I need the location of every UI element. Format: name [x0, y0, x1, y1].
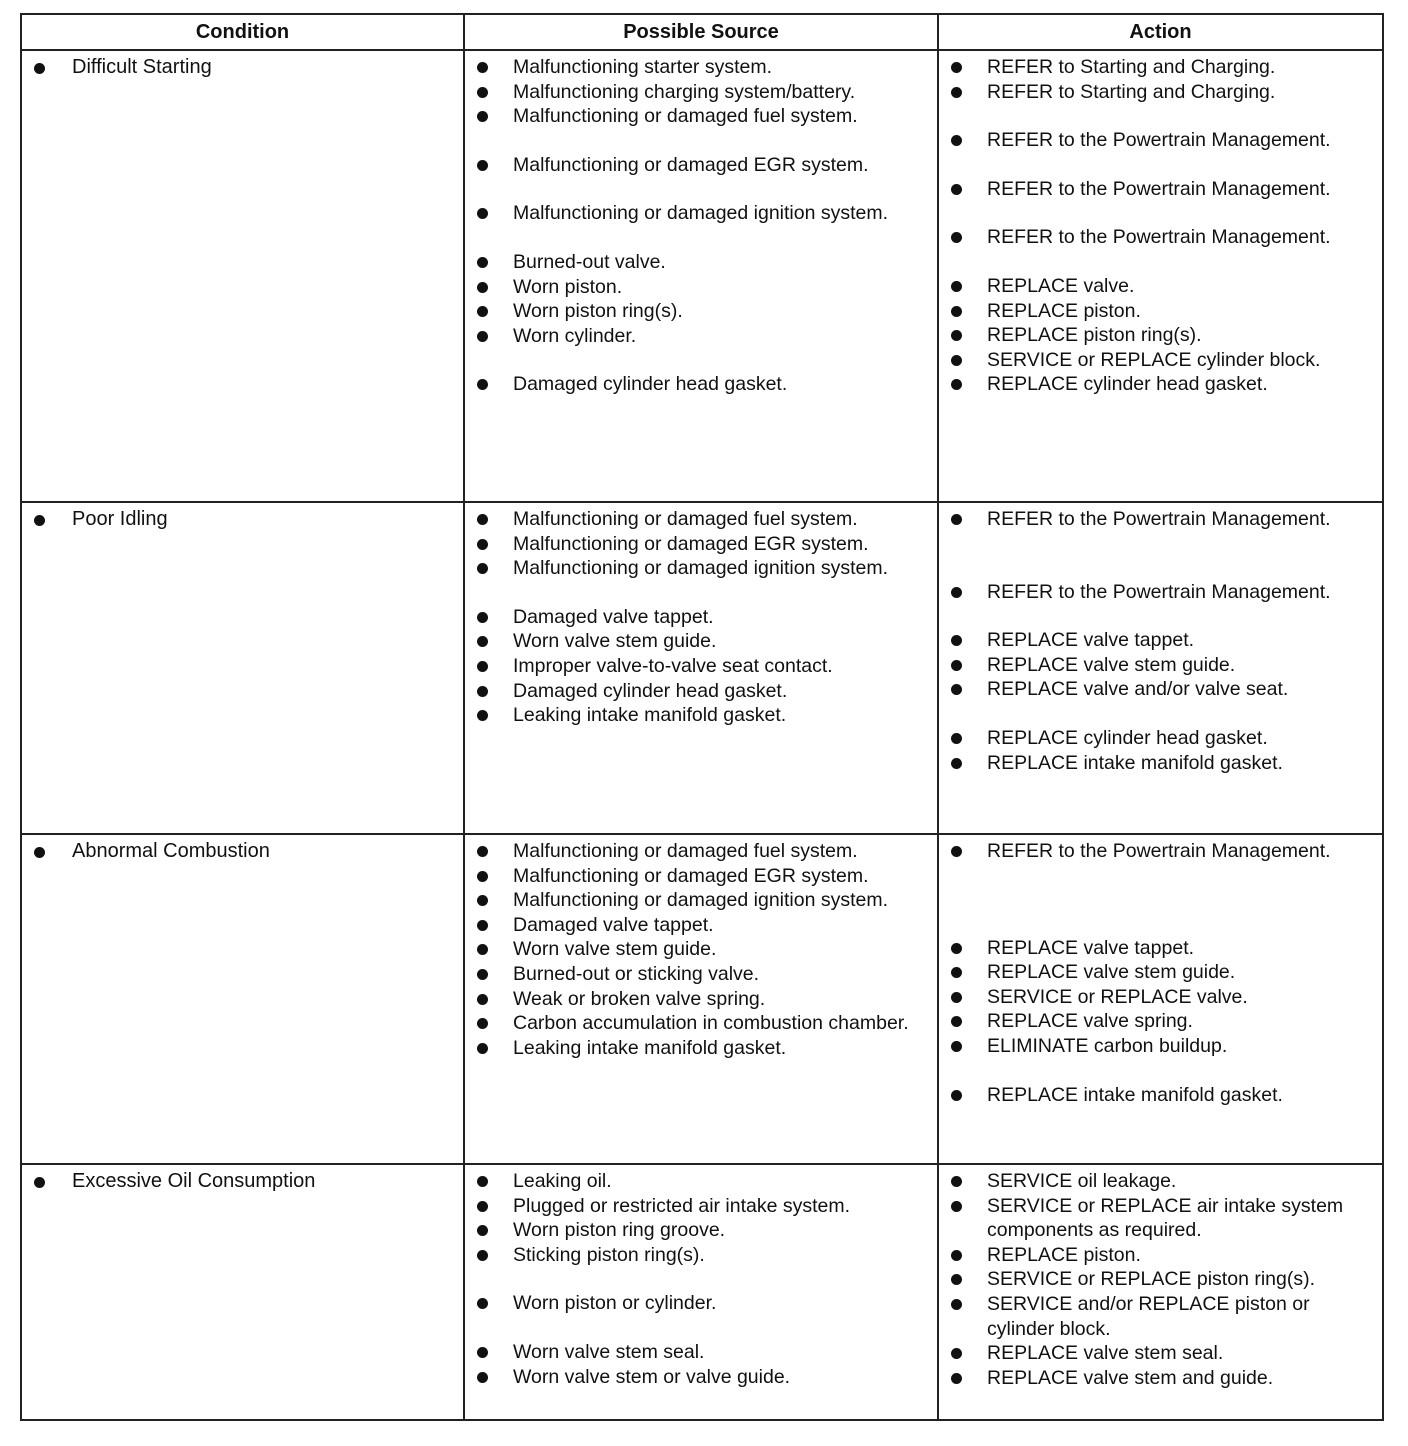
- action-list: [947, 55, 1374, 397]
- list-item: Worn valve stem guide.: [473, 937, 929, 962]
- action-cell: [938, 1164, 1383, 1420]
- list-item: Damaged valve tappet.: [473, 605, 929, 630]
- list-item: SERVICE or REPLACE cylinder block.: [947, 348, 1374, 373]
- condition-label: Abnormal Combustion: [72, 840, 270, 862]
- bullet-icon: [34, 515, 45, 526]
- list-item: REFER to the Powertrain Management.: [947, 225, 1374, 250]
- list-item: Improper valve-to-valve seat contact.: [473, 654, 929, 679]
- condition-label: Difficult Starting: [72, 56, 212, 78]
- list-item: Malfunctioning or damaged fuel system.: [473, 104, 929, 129]
- list-item: Damaged cylinder head gasket.: [473, 372, 929, 397]
- source-cell: [464, 50, 938, 502]
- condition-item: [30, 55, 455, 80]
- list-item: REFER to Starting and Charging.: [947, 55, 1374, 80]
- list-item: Malfunctioning or damaged EGR system.: [473, 153, 929, 178]
- list-item: REPLACE intake manifold gasket.: [947, 1083, 1374, 1108]
- list-item: Worn piston.: [473, 275, 929, 300]
- list-item: REPLACE valve stem guide.: [947, 960, 1374, 985]
- condition-cell: [21, 1164, 464, 1420]
- list-item: Malfunctioning or damaged ignition system.: [473, 201, 929, 226]
- list-item: REPLACE valve tappet.: [947, 628, 1374, 653]
- list-item: Worn valve stem seal.: [473, 1340, 929, 1365]
- list-item: Malfunctioning starter system.: [473, 55, 929, 80]
- list-item: Leaking oil.: [473, 1169, 929, 1194]
- list-item: REFER to the Powertrain Management.: [947, 580, 1374, 605]
- table-row: [21, 834, 1383, 1164]
- list-item: Worn piston or cylinder.: [473, 1291, 929, 1316]
- source-list: [473, 55, 929, 397]
- condition-item: [30, 1169, 455, 1194]
- list-item: Malfunctioning or damaged EGR system.: [473, 532, 929, 557]
- source-list: [473, 1169, 929, 1389]
- list-item: Malfunctioning or damaged ignition system.: [473, 888, 929, 913]
- list-item: Malfunctioning or damaged fuel system.: [473, 507, 929, 532]
- list-item: Worn piston ring(s).: [473, 299, 929, 324]
- list-item: REFER to the Powertrain Management.: [947, 177, 1374, 202]
- list-item: REPLACE valve and/or valve seat.: [947, 677, 1374, 702]
- list-item: Leaking intake manifold gasket.: [473, 703, 929, 728]
- action-list: [947, 839, 1374, 1107]
- source-cell: [464, 502, 938, 834]
- list-item: REPLACE piston.: [947, 1243, 1374, 1268]
- list-item: SERVICE oil leakage.: [947, 1169, 1374, 1194]
- list-item: REPLACE cylinder head gasket.: [947, 726, 1374, 751]
- list-item: REPLACE valve stem and guide.: [947, 1366, 1374, 1391]
- list-item: Burned-out or sticking valve.: [473, 962, 929, 987]
- list-item: REPLACE intake manifold gasket.: [947, 751, 1374, 776]
- bullet-icon: [34, 847, 45, 858]
- action-list: [947, 1169, 1374, 1390]
- condition-cell: [21, 834, 464, 1164]
- condition-cell: [21, 502, 464, 834]
- list-item: Worn piston ring groove.: [473, 1218, 929, 1243]
- list-item: REFER to the Powertrain Management.: [947, 507, 1374, 532]
- source-list: [473, 507, 929, 728]
- action-cell: [938, 834, 1383, 1164]
- list-item: SERVICE and/or REPLACE piston or cylinder block.: [947, 1292, 1374, 1341]
- table-row: [21, 502, 1383, 834]
- list-item: Weak or broken valve spring.: [473, 987, 929, 1012]
- list-item: SERVICE or REPLACE valve.: [947, 985, 1374, 1010]
- source-cell: [464, 1164, 938, 1420]
- list-item: Malfunctioning or damaged fuel system.: [473, 839, 929, 864]
- bullet-icon: [34, 63, 45, 74]
- list-item: Carbon accumulation in combustion chamber.: [473, 1011, 929, 1036]
- list-item: REPLACE cylinder head gasket.: [947, 372, 1374, 397]
- list-item: REPLACE piston ring(s).: [947, 323, 1374, 348]
- list-item: REPLACE valve.: [947, 274, 1374, 299]
- list-item: REPLACE valve stem guide.: [947, 653, 1374, 678]
- list-item: REPLACE valve tappet.: [947, 936, 1374, 961]
- list-item: REPLACE valve stem seal.: [947, 1341, 1374, 1366]
- action-list: [947, 507, 1374, 775]
- list-item: Damaged valve tappet.: [473, 913, 929, 938]
- list-item: Damaged cylinder head gasket.: [473, 679, 929, 704]
- list-item: REPLACE valve spring.: [947, 1009, 1374, 1034]
- list-item: ELIMINATE carbon buildup.: [947, 1034, 1374, 1059]
- list-item: Worn valve stem or valve guide.: [473, 1365, 929, 1390]
- condition-item: [30, 839, 455, 864]
- list-item: REFER to Starting and Charging.: [947, 80, 1374, 105]
- list-item: Worn cylinder.: [473, 324, 929, 349]
- list-item: Worn valve stem guide.: [473, 629, 929, 654]
- list-item: REPLACE piston.: [947, 299, 1374, 324]
- list-item: REFER to the Powertrain Management.: [947, 839, 1374, 864]
- source-cell: [464, 834, 938, 1164]
- list-item: Sticking piston ring(s).: [473, 1243, 929, 1268]
- list-item: Burned-out valve.: [473, 250, 929, 275]
- table-row: [21, 1164, 1383, 1420]
- list-item: Malfunctioning or damaged EGR system.: [473, 864, 929, 889]
- action-cell: [938, 502, 1383, 834]
- list-item: Leaking intake manifold gasket.: [473, 1036, 929, 1061]
- list-item: Plugged or restricted air intake system.: [473, 1194, 929, 1219]
- header-possible-source: Possible Source: [464, 14, 938, 50]
- diagnosis-table: [20, 13, 1384, 1421]
- list-item: REFER to the Powertrain Management.: [947, 128, 1374, 153]
- condition-label: Poor Idling: [72, 508, 168, 530]
- list-item: Malfunctioning or damaged ignition system.: [473, 556, 929, 581]
- condition-cell: [21, 50, 464, 502]
- header-row: [21, 14, 1383, 50]
- list-item: SERVICE or REPLACE air intake system components as required.: [947, 1194, 1374, 1243]
- condition-item: [30, 507, 455, 532]
- header-condition: Condition: [21, 14, 464, 50]
- table-row: [21, 50, 1383, 502]
- bullet-icon: [34, 1177, 45, 1188]
- source-list: [473, 839, 929, 1060]
- list-item: SERVICE or REPLACE piston ring(s).: [947, 1267, 1374, 1292]
- action-cell: [938, 50, 1383, 502]
- header-action: Action: [938, 14, 1383, 50]
- condition-label: Excessive Oil Consumption: [72, 1170, 316, 1192]
- list-item: Malfunctioning charging system/battery.: [473, 80, 929, 105]
